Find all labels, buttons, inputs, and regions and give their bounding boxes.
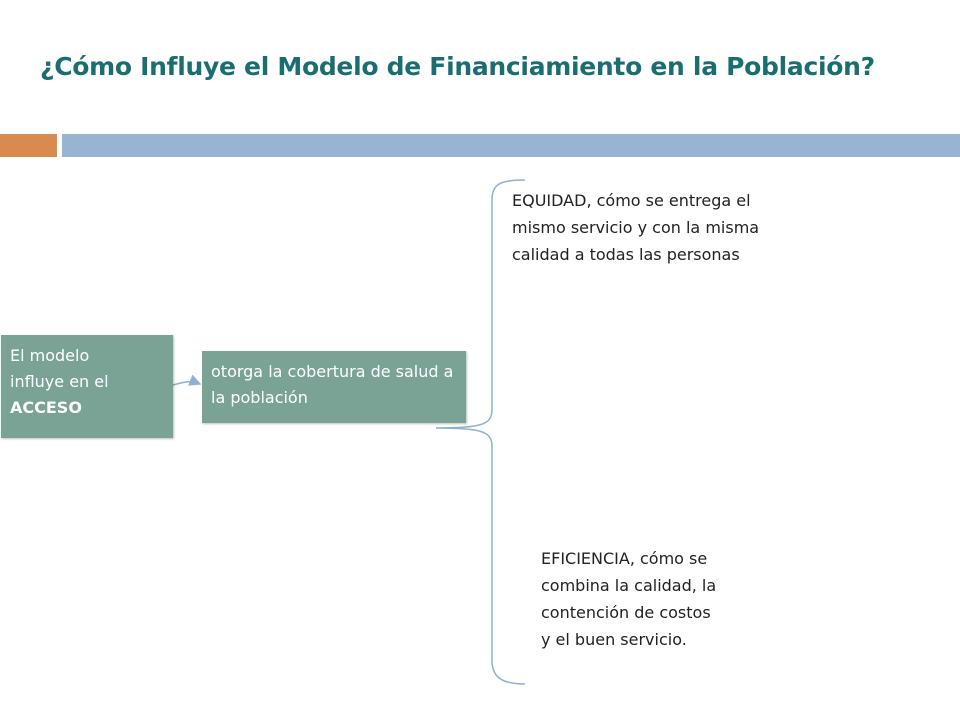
header-bar — [62, 134, 960, 157]
slide-title: ¿Cómo Influye el Modelo de Financiamiento en la Población? — [40, 52, 875, 81]
eficiencia-note: EFICIENCIA, cómo se combina la calidad, la contención de costos y el buen servicio. — [541, 549, 717, 649]
equidad-note: EQUIDAD, cómo se entrega el mismo servicio y con la misma calidad a todas las personas — [512, 191, 760, 264]
cobertura-box — [202, 351, 466, 423]
accent-bar — [0, 134, 57, 157]
acceso-line-3: ACCESO — [10, 398, 82, 417]
acceso-line-1: El modelo — [10, 346, 90, 365]
acceso-box — [1, 335, 173, 438]
acceso-line-2: influye en el — [10, 372, 109, 391]
acceso-to-cobertura-arrow — [173, 382, 200, 385]
cobertura-text: otorga la cobertura de salud a la población — [211, 362, 454, 407]
